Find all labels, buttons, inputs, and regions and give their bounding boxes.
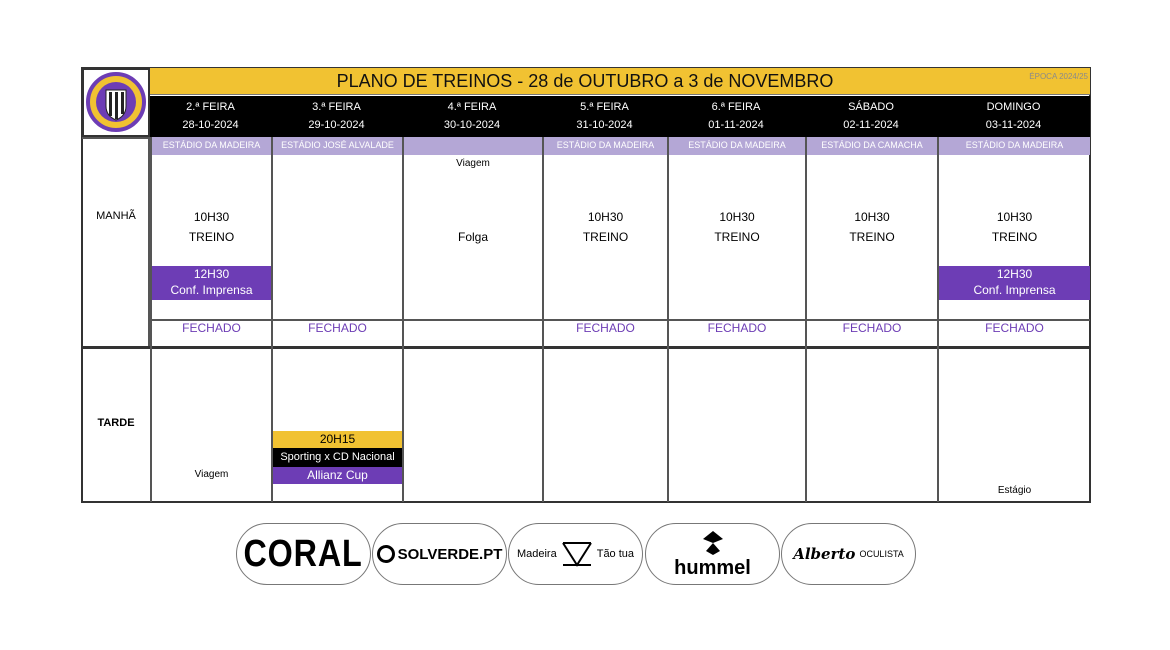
fri-status: FECHADO	[707, 321, 767, 335]
sat-time: 10H30	[854, 210, 890, 224]
solverde-logo-icon	[377, 545, 395, 563]
hummel-logo-icon	[693, 529, 733, 557]
day-name-2: 4.ª FEIRA	[402, 98, 542, 116]
day-name-0: 2.ª FEIRA	[150, 98, 271, 116]
solverde-text: SOLVERDE.PT	[397, 545, 503, 563]
day-name-3: 5.ª FEIRA	[542, 98, 667, 116]
fri-activity: TREINO	[714, 230, 760, 244]
sponsor-hummel	[645, 523, 780, 585]
sponsor-alberto	[781, 523, 916, 585]
col-line-2	[402, 137, 404, 502]
col-line-6	[937, 137, 939, 502]
thu-status: FECHADO	[576, 321, 635, 335]
sponsor-solverde	[372, 523, 507, 585]
alberto-tagline: OCULISTA	[859, 549, 904, 559]
row-label-cell-morning	[82, 137, 150, 348]
sponsor-coral	[236, 523, 371, 585]
mon-press-block	[152, 266, 271, 300]
sun-press-label: Conf. Imprensa	[973, 283, 1056, 297]
day-date-0: 28-10-2024	[150, 116, 271, 135]
sat-status: FECHADO	[842, 321, 902, 335]
club-crest-icon	[84, 70, 148, 135]
thu-activity: TREINO	[582, 230, 629, 244]
day-date-6: 03-11-2024	[937, 116, 1090, 135]
sun-status: FECHADO	[985, 321, 1044, 335]
day-date-2: 30-10-2024	[402, 116, 542, 135]
tue-status: FECHADO	[308, 321, 367, 335]
mon-press-time: 12H30	[193, 267, 230, 281]
sun-time: 10H30	[996, 210, 1033, 224]
day-name-5: SÁBADO	[805, 98, 937, 116]
tue-competition: Allianz Cup	[273, 467, 402, 484]
coral-logo-icon: CORAL	[243, 532, 364, 575]
tue-match-time: 20H15	[273, 431, 402, 448]
fri-time: 10H30	[719, 210, 755, 224]
day-venue-3: ESTÁDIO DA MADEIRA	[544, 137, 667, 155]
sun-press-block	[939, 266, 1090, 300]
wed-activity: Folga	[457, 230, 489, 244]
day-venue-6: ESTÁDIO DA MADEIRA	[939, 137, 1090, 155]
madeira-text: Madeira	[516, 548, 557, 560]
day-name-1: 3.ª FEIRA	[271, 98, 402, 116]
day-name-6: DOMINGO	[937, 98, 1090, 116]
mon-press-label: Conf. Imprensa	[170, 283, 253, 297]
sun-afternoon-note: Estágio	[997, 485, 1032, 496]
col-line-5	[805, 137, 807, 502]
alberto-logo-icon: Alberto	[793, 545, 856, 563]
sponsor-madeira	[508, 523, 643, 585]
day-name-4: 6.ª FEIRA	[667, 98, 805, 116]
col-line-4	[667, 137, 669, 502]
day-venue-0: ESTÁDIO DA MADEIRA	[152, 137, 271, 155]
day-date-4: 01-11-2024	[667, 116, 805, 135]
day-venue-1: ESTÁDIO JOSÉ ALVALADE	[273, 137, 402, 155]
tue-match: Sporting x CD Nacional	[273, 448, 402, 467]
day-date-1: 29-10-2024	[271, 116, 402, 135]
mon-status: FECHADO	[182, 321, 241, 335]
thu-time: 10H30	[587, 210, 624, 224]
row-label-afternoon: TARDE	[97, 417, 135, 429]
day-date-5: 02-11-2024	[805, 116, 937, 135]
sat-activity: TREINO	[849, 230, 895, 244]
mon-time: 10H30	[193, 210, 230, 224]
madeira-logo-icon	[561, 541, 593, 567]
day-date-3: 31-10-2024	[542, 116, 667, 135]
season-label: ÉPOCA 2024/25	[1029, 72, 1088, 81]
col-line-3	[542, 137, 544, 502]
page-title: PLANO DE TREINOS - 28 de OUTUBRO a 3 de NOVEMBRO	[336, 71, 834, 91]
logo-cell	[82, 68, 150, 137]
row-label-morning: MANHÃ	[96, 210, 136, 222]
sun-activity: TREINO	[991, 230, 1038, 244]
mon-activity: TREINO	[188, 230, 235, 244]
day-venue-5: ESTÁDIO DA CAMACHA	[807, 137, 937, 155]
day-venue-4: ESTÁDIO DA MADEIRA	[669, 137, 805, 155]
day-venue-2	[404, 137, 542, 155]
mon-afternoon-note: Viagem	[194, 469, 229, 480]
wed-note: Viagem	[456, 158, 490, 169]
sun-press-time: 12H30	[996, 267, 1033, 281]
madeira-tagline: Tão tua	[596, 548, 635, 560]
hummel-text: hummel	[674, 556, 751, 579]
